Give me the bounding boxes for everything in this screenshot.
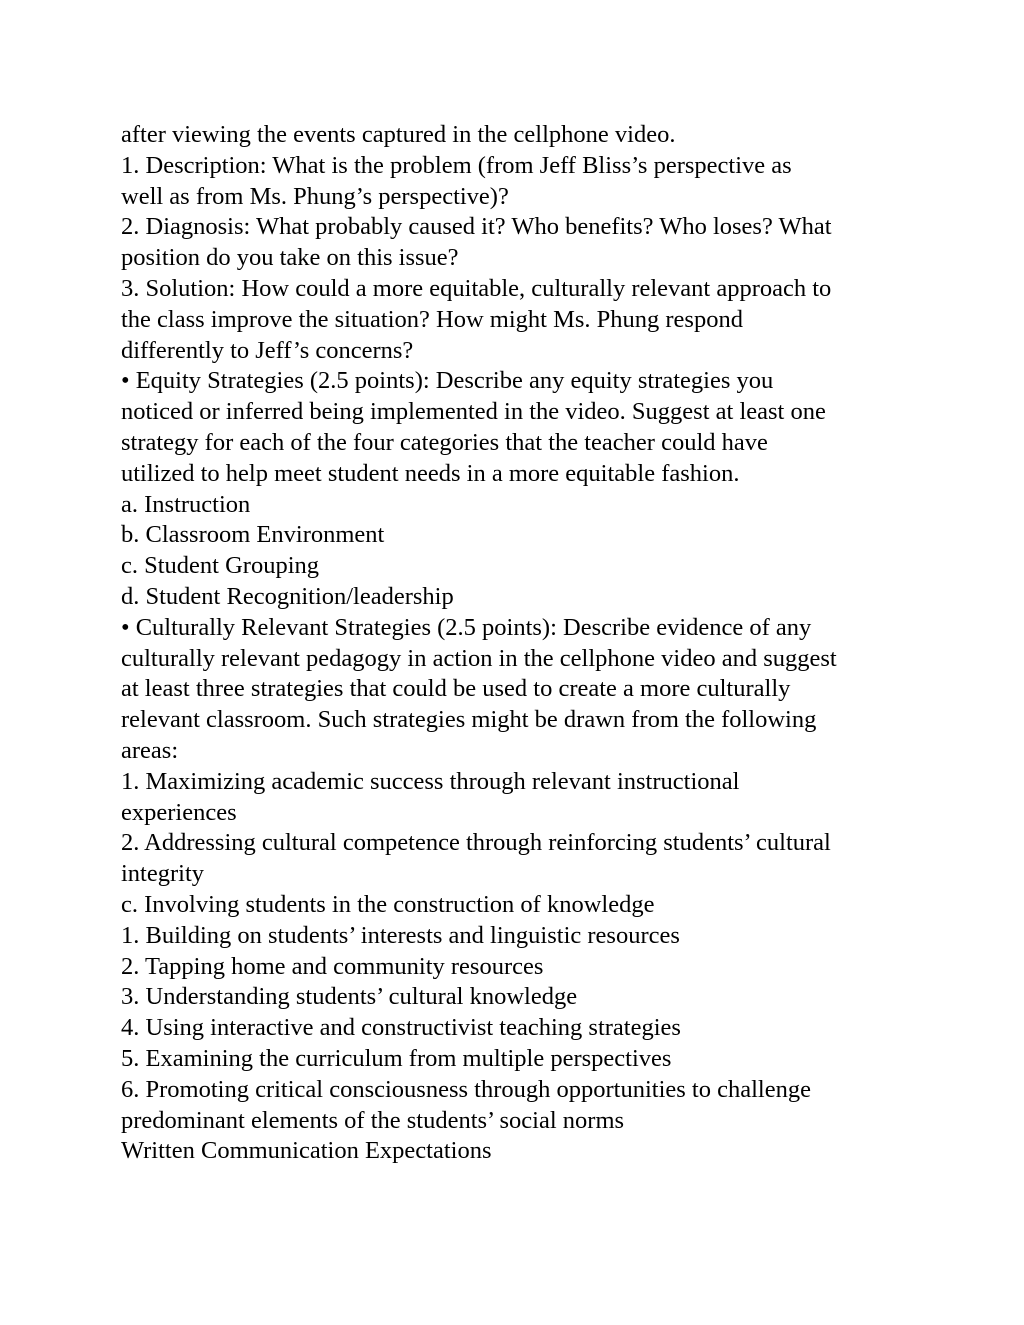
- text-line: c. Involving students in the construction of knowledge: [121, 890, 655, 918]
- text-line: utilized to help meet student needs in a more equitable fashion.: [121, 459, 740, 487]
- text-line: predominant elements of the students’ social norms: [121, 1106, 625, 1134]
- text-line: a. Instruction: [121, 490, 251, 518]
- text-line: d. Student Recognition/leadership: [121, 582, 454, 610]
- text-line: well as from Ms. Phung’s perspective)?: [121, 182, 509, 210]
- text-line: 5. Examining the curriculum from multiple perspectives: [121, 1044, 672, 1072]
- text-line: strategy for each of the four categories that the teacher could have: [121, 428, 768, 456]
- text-line: 2. Tapping home and community resources: [121, 952, 544, 980]
- text-line: 6. Promoting critical consciousness through opportunities to challenge: [121, 1075, 811, 1103]
- section-heading: Written Communication Expectations: [121, 1137, 492, 1165]
- text-line: integrity: [121, 860, 205, 888]
- text-line: differently to Jeff’s concerns?: [121, 336, 414, 364]
- text-line: 1. Building on students’ interests and linguistic resources: [121, 921, 680, 949]
- document-page: [121, 120, 921, 1167]
- text-line: 2. Addressing cultural competence through reinforcing students’ cultural: [121, 829, 831, 857]
- text-line: noticed or inferred being implemented in the video. Suggest at least one: [121, 398, 826, 426]
- text-line: position do you take on this issue?: [121, 244, 459, 272]
- text-line: 3. Solution: How could a more equitable, culturally relevant approach to: [121, 274, 832, 302]
- text-line: after viewing the events captured in the cellphone video.: [121, 121, 676, 148]
- text-line: relevant classroom. Such strategies might be drawn from the following: [121, 706, 817, 734]
- text-line: c. Student Grouping: [121, 552, 320, 580]
- text-line: 4. Using interactive and constructivist teaching strategies: [121, 1014, 681, 1042]
- text-line: experiences: [121, 798, 237, 826]
- text-line: 1. Description: What is the problem (from Jeff Bliss’s perspective as: [121, 151, 792, 179]
- text-line: b. Classroom Environment: [121, 521, 385, 549]
- text-line: the class improve the situation? How might Ms. Phung respond: [121, 305, 743, 333]
- text-line: 2. Diagnosis: What probably caused it? Who benefits? Who loses? What: [121, 213, 832, 241]
- text-line: culturally relevant pedagogy in action in the cellphone video and suggest: [121, 644, 837, 672]
- text-line: 1. Maximizing academic success through relevant instructional: [121, 767, 740, 795]
- text-line: • Culturally Relevant Strategies (2.5 points): Describe evidence of any: [121, 613, 812, 641]
- text-line: areas:: [121, 736, 179, 764]
- text-line: at least three strategies that could be used to create a more culturally: [121, 675, 791, 703]
- text-line: 3. Understanding students’ cultural knowledge: [121, 983, 578, 1011]
- text-line: • Equity Strategies (2.5 points): Describe any equity strategies you: [121, 367, 774, 395]
